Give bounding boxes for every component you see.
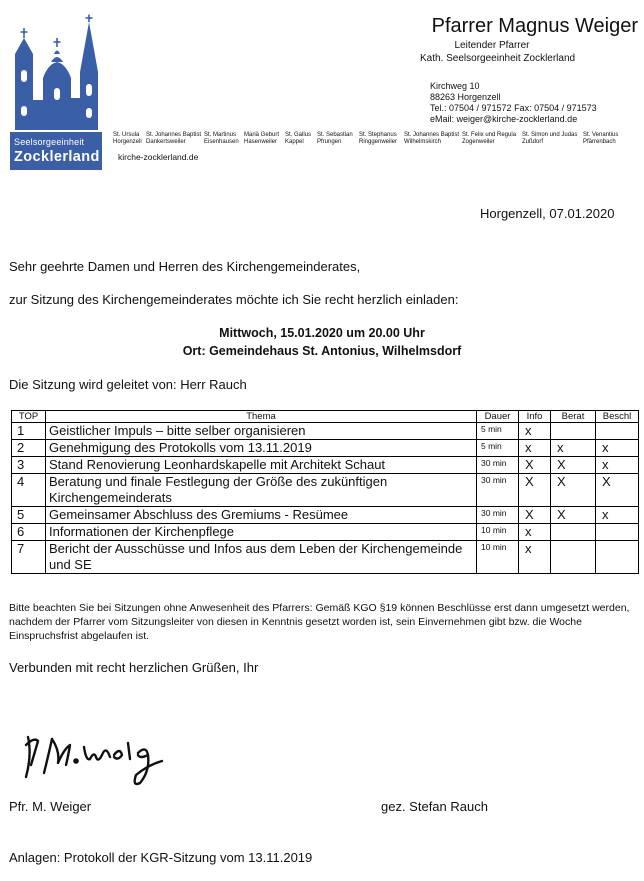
- top-number: 6: [12, 524, 46, 541]
- berat-mark: [551, 423, 596, 440]
- table-row: [12, 440, 639, 457]
- duration: 10 min: [477, 524, 519, 541]
- signer-left: Pfr. M. Weiger: [9, 799, 92, 814]
- sender-role: Leitender Pfarrer: [454, 40, 530, 51]
- parish-logo: [10, 14, 102, 165]
- parish-entry: St. Johannes Baptist Wilhelmskirch: [404, 132, 460, 145]
- parish-entry: Mariä Geburt Hasenweiler: [244, 132, 280, 145]
- address-phone: Tel.: 07504 / 971572 Fax: 07504 / 971573: [430, 103, 597, 113]
- parish-entry: St. Ursula Horgenzell: [113, 132, 142, 145]
- duration: 30 min: [477, 474, 519, 507]
- top-number: 1: [12, 423, 46, 440]
- meeting-time: Mittwoch, 15.01.2020 um 20.00 Uhr: [219, 326, 425, 340]
- duration: 5 min: [477, 423, 519, 440]
- logo-line-1: Seelsorgeeinheit: [14, 137, 85, 147]
- col-header-thema: Thema: [46, 411, 477, 423]
- table-row: [12, 423, 639, 440]
- address-street: Kirchweg 10: [430, 81, 480, 91]
- topic: Geistlicher Impuls – bitte selber organisieren: [46, 423, 477, 440]
- topic: Beratung und finale Festlegung der Größe des zukünftigen Kirchengemeinderats: [46, 474, 477, 507]
- col-header-berat: Berat: [551, 411, 596, 423]
- berat-mark: X: [551, 457, 596, 474]
- invitation-text: zur Sitzung des Kirchengemeinderates möchte ich Sie recht herzlich einladen:: [9, 292, 459, 307]
- top-number: 5: [12, 507, 46, 524]
- col-header-dauer: Dauer: [477, 411, 519, 423]
- info-mark: X: [519, 457, 551, 474]
- sender-name: Pfarrer Magnus Weiger: [431, 15, 638, 37]
- beschl-mark: [596, 524, 639, 541]
- sender-unit: Kath. Seelsorgeeinheit Zocklerland: [420, 53, 576, 64]
- address-email[interactable]: eMail: weiger@kirche-zocklerland.de: [430, 114, 578, 124]
- top-number: 3: [12, 457, 46, 474]
- beschl-mark: x: [596, 507, 639, 524]
- website-link[interactable]: kirche-zocklerland.de: [118, 152, 199, 162]
- info-mark: X: [519, 507, 551, 524]
- logo-line-2: Zocklerland: [14, 149, 100, 165]
- beschl-mark: x: [596, 457, 639, 474]
- duration: 30 min: [477, 507, 519, 524]
- letter-date: Horgenzell, 07.01.2020: [480, 206, 615, 221]
- topic: Informationen der Kirchenpflege: [46, 524, 477, 541]
- table-row: [12, 457, 639, 474]
- parish-entry: St. Simon und Judas Zußdorf: [522, 132, 578, 145]
- table-row: [12, 474, 639, 507]
- info-mark: x: [519, 440, 551, 457]
- berat-mark: x: [551, 440, 596, 457]
- topic: Stand Renovierung Leonhardskapelle mit Architekt Schaut: [46, 457, 477, 474]
- col-header-top: TOP: [12, 411, 46, 423]
- table-row: [12, 507, 639, 524]
- top-number: 2: [12, 440, 46, 457]
- top-number: 4: [12, 474, 46, 507]
- col-header-beschl: Beschl: [596, 411, 639, 423]
- info-mark: x: [519, 423, 551, 440]
- signer-right: gez. Stefan Rauch: [381, 799, 488, 814]
- berat-mark: X: [551, 507, 596, 524]
- col-header-info: Info: [519, 411, 551, 423]
- topic: Bericht der Ausschüsse und Infos aus dem Leben der Kirchengemeinde und SE: [46, 541, 477, 574]
- logo-name-box: [10, 132, 102, 170]
- duration: 10 min: [477, 541, 519, 574]
- beschl-mark: X: [596, 474, 639, 507]
- topic: Genehmigung des Protokolls vom 13.11.2019: [46, 440, 477, 457]
- parish-entry: St. Gallus Kappel: [285, 132, 312, 145]
- parish-entry: St. Stephanus Ringgenweiler: [359, 132, 398, 145]
- parish-entry: St. Johannes Baptist Dankertsweiler: [146, 132, 202, 145]
- berat-mark: [551, 524, 596, 541]
- parish-entry: St. Sebastian Pfrungen: [317, 132, 353, 145]
- meeting-place: Ort: Gemeindehaus St. Antonius, Wilhelmsdorf: [182, 344, 462, 358]
- meeting-chair: Die Sitzung wird geleitet von: Herr Rauch: [9, 377, 247, 392]
- parish-entry: St. Venantius Pfärrenbach: [583, 132, 619, 145]
- address-city: 88263 Horgenzell: [430, 92, 501, 102]
- duration: 5 min: [477, 440, 519, 457]
- berat-mark: [551, 541, 596, 574]
- info-mark: x: [519, 541, 551, 574]
- topic: Gemeinsamer Abschluss des Gremiums - Resümee: [46, 507, 477, 524]
- parish-entry: St. Felix und Regula Zogenweiler: [462, 132, 517, 145]
- beschl-mark: [596, 423, 639, 440]
- agenda-header-row: [12, 411, 639, 423]
- closing-greeting: Verbunden mit recht herzlichen Grüßen, Ihr: [9, 660, 259, 675]
- church-emblem-icon: [10, 14, 102, 132]
- legal-note: Bitte beachten Sie bei Sitzungen ohne Anwesenheit des Pfarrers: Gemäß KGO §19 können Beschlüsse erst dann umgesetzt werden, nachdem der Pfarrer vom Sitzungsleiter von diesen in Kenntnis gesetzt worden ist, sein Einvernehmen gibt bzw. die Woche Einspruchsfrist abgelaufen ist.: [9, 602, 630, 642]
- salutation: Sehr geehrte Damen und Herren des Kirchengemeinderates,: [9, 259, 361, 274]
- info-mark: x: [519, 524, 551, 541]
- handwritten-signature: [22, 725, 172, 787]
- duration: 30 min: [477, 457, 519, 474]
- table-row: [12, 524, 639, 541]
- top-number: 7: [12, 541, 46, 574]
- agenda-table: [11, 410, 639, 574]
- table-row: [12, 541, 639, 574]
- parish-entry: St. Martinus Eisenhausen: [204, 132, 239, 145]
- berat-mark: X: [551, 474, 596, 507]
- beschl-mark: x: [596, 440, 639, 457]
- attachments-line: Anlagen: Protokoll der KGR-Sitzung vom 13.11.2019: [9, 850, 313, 865]
- info-mark: X: [519, 474, 551, 507]
- beschl-mark: [596, 541, 639, 574]
